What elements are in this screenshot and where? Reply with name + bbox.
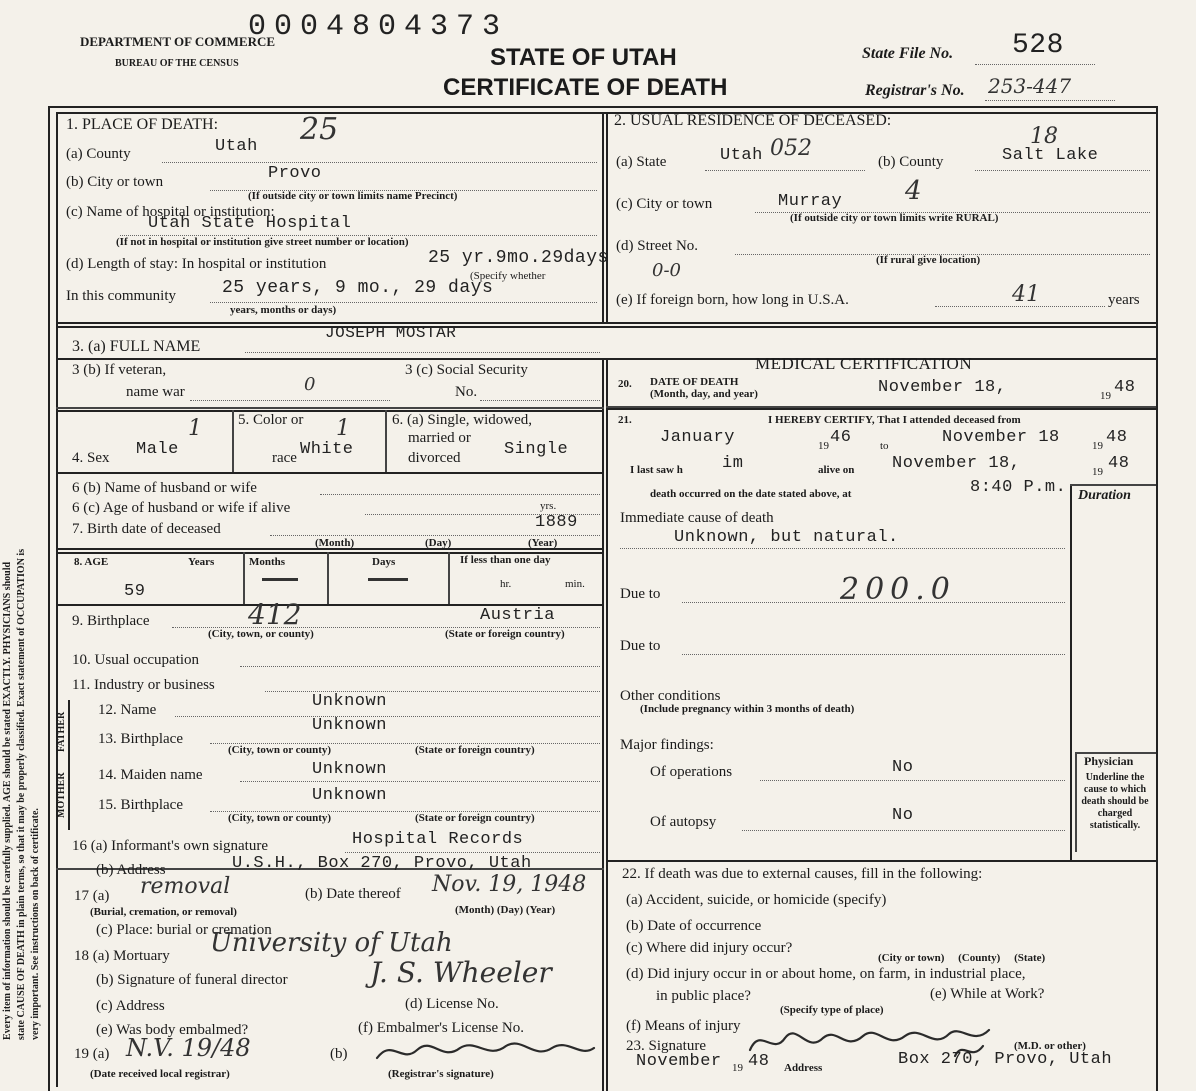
registrar-signature-caption: (Registrar's signature)	[388, 1068, 494, 1080]
veteran-label: 3 (b) If veteran,	[72, 362, 167, 378]
res-state-code: 052	[770, 136, 812, 161]
where-captions: (City or town) (County) (State)	[878, 952, 1046, 964]
instruction-line-1: Every item of information should be carefully supplied. AGE should be stated EXACTLY. PHYSICIANS should	[2, 561, 13, 1040]
sex: Male	[136, 440, 179, 459]
city-note: (If outside city or town limits name Precinct)	[248, 190, 458, 202]
father-state-caption: (State or foreign country)	[415, 744, 535, 756]
informant-signature: Hospital Records	[352, 830, 524, 849]
stay-in-hospital: 25 yr.9mo.29days	[428, 248, 609, 268]
death-year-prefix: 19	[1100, 390, 1111, 402]
sex-label: 4. Sex	[72, 450, 110, 466]
mortuary-name: University of Utah	[210, 928, 453, 958]
county-label: (a) County	[66, 146, 131, 162]
ssn-label: 3 (c) Social Security	[405, 362, 528, 378]
age-label: 8. AGE	[74, 556, 109, 568]
res-city-label: (c) City or town	[616, 196, 713, 212]
birth-month-caption: (Month)	[315, 537, 355, 549]
immediate-cause-label: Immediate cause of death	[620, 510, 774, 526]
birth-date-label: 7. Birth date of deceased	[72, 521, 221, 537]
autopsy-label: Of autopsy	[650, 814, 717, 830]
occurrence-label: (b) Date of occurrence	[626, 918, 762, 934]
autopsy-value: No	[892, 806, 914, 825]
other-conditions-label: Other conditions	[620, 688, 721, 704]
marital-label-3: divorced	[408, 450, 461, 466]
last-saw-label: I last saw h	[630, 464, 683, 476]
res-county-code: 18	[1030, 124, 1058, 149]
father-name-label: 12. Name	[98, 702, 157, 718]
father-tag: FATHER	[56, 711, 67, 752]
name-war-label: name war	[126, 384, 185, 400]
signature-label: 23. Signature	[626, 1038, 706, 1054]
funeral-director-signature: J. S. Wheeler	[370, 956, 552, 989]
certificate-title: CERTIFICATE OF DEATH	[443, 74, 728, 101]
min-label: min.	[565, 578, 585, 590]
death-county: Utah	[215, 137, 258, 156]
attended-to-year: 48	[1106, 428, 1128, 447]
due-to-label-1: Due to	[620, 586, 661, 602]
birth-year: 1889	[535, 513, 578, 532]
full-name: JOSEPH MOSTAR	[325, 324, 457, 342]
birthplace-country: Austria	[480, 606, 555, 625]
mother-maiden-name: Unknown	[312, 760, 387, 779]
to-label: to	[880, 440, 889, 452]
certify-statement: I HEREBY CERTIFY, That I attended deceased from	[768, 414, 1021, 426]
bureau-line: BUREAU OF THE CENSUS	[115, 58, 239, 69]
yrs-label: yrs.	[540, 500, 557, 512]
state-title: STATE OF UTAH	[490, 44, 677, 71]
res-city-note: (If outside city or town limits write RURAL)	[790, 212, 999, 224]
res-county: Salt Lake	[1002, 146, 1099, 165]
spouse-label: 6 (b) Name of husband or wife	[72, 480, 257, 496]
embalmed-label: (e) Was body embalmed?	[96, 1022, 249, 1038]
occupation-label: 10. Usual occupation	[72, 652, 200, 668]
from-year-prefix: 19	[818, 440, 829, 452]
race-label: race	[272, 450, 297, 466]
mother-tag: MOTHER	[56, 772, 67, 818]
hospital-label: (c) Name of hospital or institution:	[66, 204, 275, 220]
medical-heading: MEDICAL CERTIFICATION	[755, 354, 973, 373]
mother-city-caption: (City, town or county)	[228, 812, 332, 824]
death-year: 48	[1114, 378, 1136, 397]
years-label: years	[1108, 292, 1140, 308]
industry-label: 11. Industry or business	[72, 677, 215, 693]
state-file-label: State File No.	[862, 45, 954, 62]
foreign-years: 41	[1012, 282, 1040, 307]
father-birthplace-label: 13. Birthplace	[98, 731, 183, 747]
foreign-label: (e) If foreign born, how long in U.S.A.	[616, 292, 849, 308]
accident-label: (a) Accident, suicide, or homicide (specify)	[626, 892, 887, 908]
spouse-age-label: 6 (c) Age of husband or wife if alive	[72, 500, 291, 516]
physician-title: Physician	[1084, 754, 1134, 768]
res-state-label: (a) State	[616, 154, 667, 170]
informant-label: 16 (a) Informant's own signature	[72, 838, 268, 854]
birthplace-label: 9. Birthplace	[72, 613, 150, 629]
due-to-code: 200.0	[840, 572, 956, 607]
full-name-label: 3. (a) FULL NAME	[72, 338, 201, 355]
race: White	[300, 440, 354, 459]
external-causes-label: 22. If death was due to external causes, fill in the following:	[622, 866, 983, 882]
date-of-death-sublabel: (Month, day, and year)	[650, 388, 758, 400]
informant-address-label: (b) Address	[96, 862, 166, 878]
marital-status: Single	[504, 440, 569, 459]
registrar-label: Registrar's No.	[865, 82, 965, 99]
received-label: 19 (a)	[74, 1046, 110, 1062]
father-name: Unknown	[312, 692, 387, 711]
duration-label: Duration	[1078, 488, 1131, 503]
certify-number: 21.	[618, 414, 632, 426]
signature-address-label: Address	[784, 1062, 823, 1074]
date-of-death-label: DATE OF DEATH	[650, 376, 739, 388]
residence-heading: 2. USUAL RESIDENCE OF DECEASED:	[614, 112, 892, 129]
instruction-line-3: very important. See instructions on back of certificate.	[30, 808, 41, 1040]
mother-birthplace-label: 15. Birthplace	[98, 797, 183, 813]
last-seen-year: 48	[1108, 454, 1130, 473]
birthplace-city-caption: (City, town, or county)	[208, 628, 314, 640]
signature-year: 48	[748, 1052, 770, 1071]
death-city: Provo	[268, 164, 322, 183]
immediate-cause: Unknown, but natural.	[674, 528, 899, 547]
date-of-death-number: 20.	[618, 378, 632, 390]
age-months-caption: Months	[249, 556, 286, 568]
physician-note: Underline the cause to which death should be charged statistically.	[1081, 772, 1149, 831]
res-county-label: (b) County	[878, 154, 944, 170]
other-conditions-note: (Include pregnancy within 3 months of death)	[640, 703, 855, 715]
father-birthplace: Unknown	[312, 716, 387, 735]
res-city-code: 4	[905, 176, 922, 206]
attended-to-date: November 18	[942, 428, 1060, 447]
marital-label-1: 6. (a) Single, widowed,	[392, 412, 532, 428]
state-file-number: 528	[1012, 30, 1064, 61]
last-seen-date: November 18,	[892, 454, 1021, 473]
hospital-name: Utah State Hospital	[148, 214, 352, 233]
death-occurred-label: death occurred on the date stated above, at	[650, 488, 852, 500]
street-note: (If rural give location)	[876, 254, 981, 266]
veteran-mark: 0	[304, 374, 316, 395]
operations-label: Of operations	[650, 764, 733, 780]
birth-day-caption: (Day)	[425, 537, 452, 549]
director-address-label: (c) Address	[96, 998, 165, 1014]
signature-month: November	[636, 1052, 722, 1071]
mother-state-caption: (State or foreign country)	[415, 812, 535, 824]
place-of-death-heading: 1. PLACE OF DEATH:	[66, 116, 219, 133]
birthplace-code: 412	[248, 598, 302, 631]
age-years: 59	[124, 582, 146, 601]
sex-code: 1	[188, 416, 202, 441]
community-note: years, months or days)	[230, 304, 337, 316]
mother-birthplace: Unknown	[312, 786, 387, 805]
burial-place-label: (c) Place: burial or cremation	[96, 922, 272, 938]
where-injury-label: (c) Where did injury occur?	[626, 940, 793, 956]
community-label: In this community	[66, 288, 176, 304]
alive-on-label: alive on	[818, 464, 855, 476]
death-time: 8:40 P.m.	[970, 478, 1067, 497]
signature-md-note: (M.D. or other)	[1014, 1040, 1086, 1052]
ssn-no-label: No.	[455, 384, 478, 400]
attended-from-year: 46	[830, 428, 852, 447]
to-year-prefix: 19	[1092, 440, 1103, 452]
mortuary-label: 18 (a) Mortuary	[74, 948, 170, 964]
burial-17a-label: 17 (a)	[74, 888, 110, 904]
city-label: (b) City or town	[66, 174, 164, 190]
hospital-note: (If not in hospital or institution give street number or location)	[116, 236, 409, 248]
death-date: November 18,	[878, 378, 1007, 397]
signature-year-prefix: 19	[732, 1062, 743, 1074]
marital-label-2: married or	[408, 430, 471, 446]
stay-specify-note: (Specify whether	[470, 270, 546, 282]
stay-in-community: 25 years, 9 mo., 29 days	[222, 278, 494, 298]
res-state: Utah	[720, 146, 763, 165]
burial-method: removal	[140, 874, 231, 899]
embalmer-license-label: (f) Embalmer's License No.	[358, 1020, 524, 1036]
funeral-director-label: (b) Signature of funeral director	[96, 972, 288, 988]
received-caption: (Date received local registrar)	[90, 1068, 230, 1080]
operations-value: No	[892, 758, 914, 777]
informant-address: U.S.H., Box 270, Provo, Utah	[232, 854, 532, 873]
hr-label: hr.	[500, 578, 512, 590]
age-days-caption: Days	[372, 556, 396, 568]
age-months-dash	[262, 578, 298, 581]
length-of-stay-label: (d) Length of stay: In hospital or institution	[66, 256, 327, 272]
while-at-work-label: (e) While at Work?	[930, 986, 1045, 1002]
birthplace-state-caption: (State or foreign country)	[445, 628, 565, 640]
less-than-day-caption: If less than one day	[460, 554, 551, 566]
last-year-prefix: 19	[1092, 466, 1103, 478]
burial-date-label: (b) Date thereof	[305, 886, 401, 902]
registrar-number: 253-447	[988, 74, 1072, 98]
received-date: N.V. 19/48	[126, 1034, 251, 1062]
age-years-caption: Years	[188, 556, 215, 568]
father-city-caption: (City, town or county)	[228, 744, 332, 756]
major-findings-label: Major findings:	[620, 737, 714, 753]
due-to-label-2: Due to	[620, 638, 661, 654]
received-b-label: (b)	[330, 1046, 348, 1062]
mother-name-label: 14. Maiden name	[98, 767, 203, 783]
specify-place-note: (Specify type of place)	[780, 1004, 884, 1016]
burial-method-caption: (Burial, cremation, or removal)	[90, 906, 237, 918]
res-city: Murray	[778, 192, 843, 211]
street-mark: 0-0	[652, 260, 681, 281]
last-saw-who: im	[722, 454, 744, 473]
department-line: DEPARTMENT OF COMMERCE	[80, 34, 276, 49]
instruction-line-2: state CAUSE OF DEATH in plain terms, so that it may be properly classified. Exact statement of OCCUPATION is	[16, 548, 27, 1040]
color-label: 5. Color or	[238, 412, 304, 428]
signature-address: Box 270, Provo, Utah	[898, 1050, 1113, 1069]
license-label: (d) License No.	[405, 996, 499, 1012]
burial-date-caption: (Month) (Day) (Year)	[455, 904, 556, 916]
place-code-mark: 25	[300, 112, 339, 147]
registrar-signature	[372, 1030, 602, 1070]
means-of-injury-label: (f) Means of injury	[626, 1018, 741, 1034]
birth-year-caption: (Year)	[528, 537, 558, 549]
street-label: (d) Street No.	[616, 238, 699, 254]
burial-date: Nov. 19, 1948	[432, 872, 587, 897]
age-days-dash	[368, 578, 408, 581]
certificate-number: 0004804373	[248, 10, 509, 44]
public-place-label: in public place?	[656, 988, 751, 1004]
attended-from-month: January	[660, 428, 735, 447]
home-injury-label: (d) Did injury occur in or about home, on farm, in industrial place,	[626, 966, 1026, 982]
race-code: 1	[336, 416, 350, 441]
